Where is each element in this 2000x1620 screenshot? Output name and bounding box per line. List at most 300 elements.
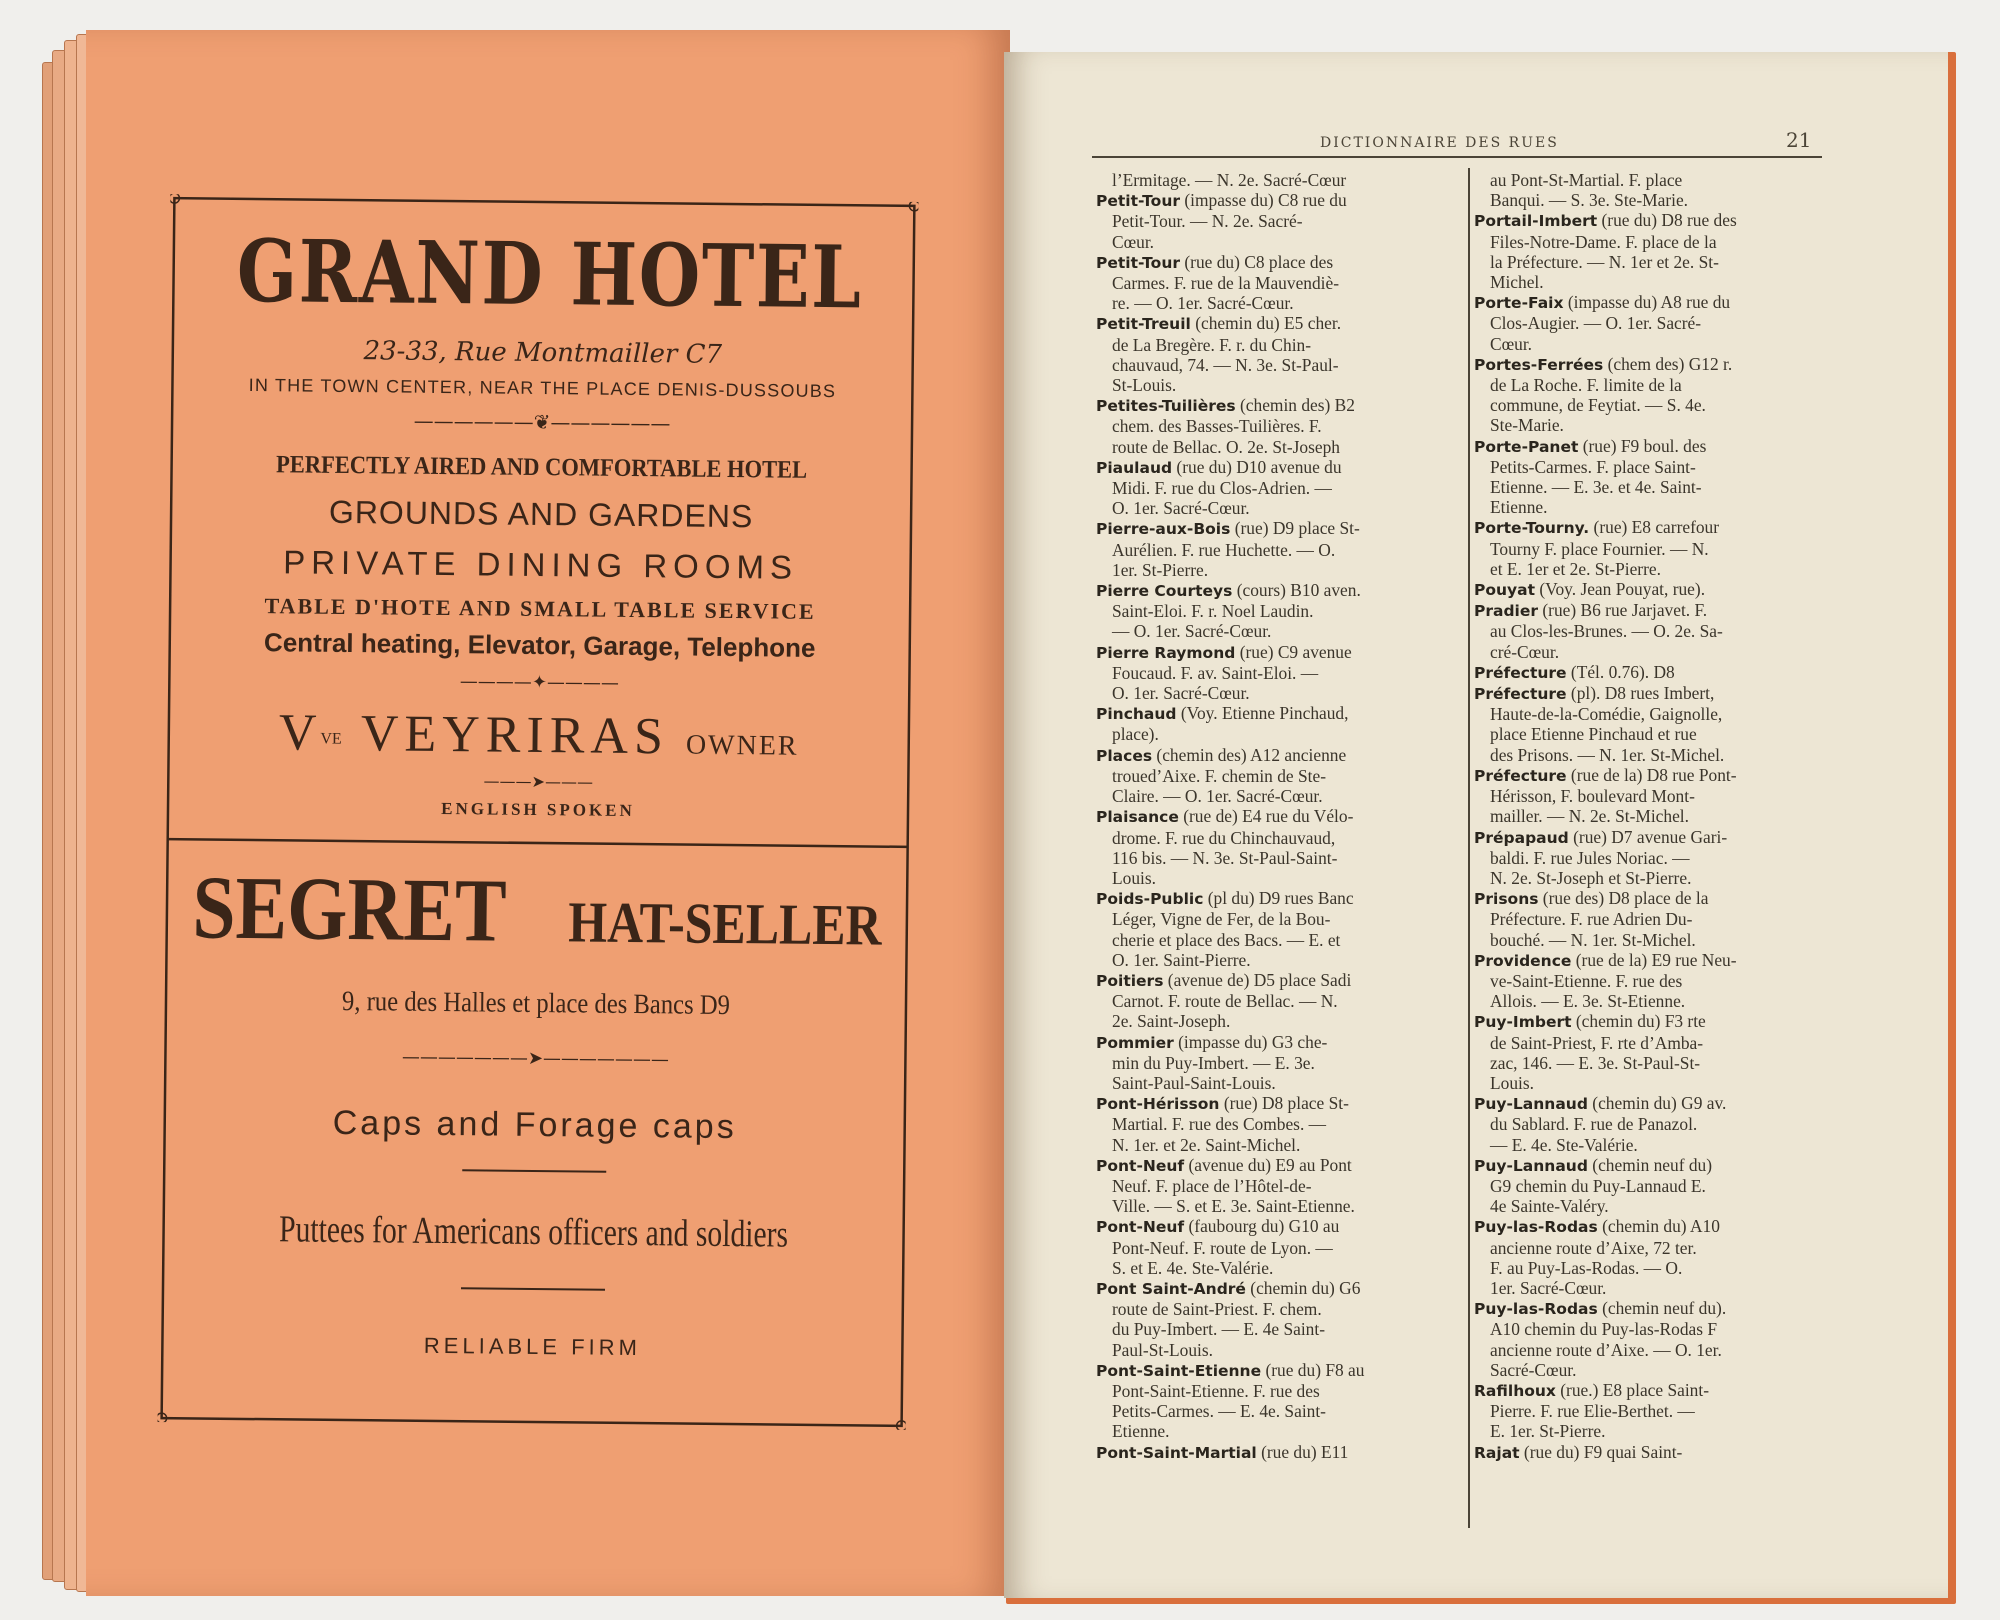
entry-text: et E. 1er et 2e. St-Pierre. [1490, 558, 1661, 579]
dictionary-continuation-line [1096, 1073, 1462, 1093]
entry-text: (rue) E8 carrefour [1589, 517, 1720, 538]
street-headword: Pont Saint-André [1096, 1279, 1246, 1298]
entry-text: baldi. F. rue Jules Noriac. — [1490, 847, 1690, 868]
dictionary-entry-line [1096, 970, 1462, 991]
street-headword: Puy-las-Rodas [1474, 1300, 1598, 1319]
dictionary-entry-line [1096, 888, 1462, 909]
dictionary-continuation-line [1474, 971, 1830, 991]
dictionary-continuation-line [1096, 724, 1462, 744]
street-headword: Pont-Neuf [1096, 1218, 1185, 1237]
dictionary-entry-line [1474, 950, 1830, 971]
dictionary-continuation-line [1474, 1053, 1830, 1073]
dictionary-entry-line [1474, 292, 1830, 313]
entry-text: Saint-Paul-Saint-Louis. [1112, 1072, 1276, 1093]
entry-text: (rue du) C8 place des [1180, 251, 1334, 272]
entry-text: (avenue du) E9 au Pont [1184, 1154, 1352, 1175]
entry-text: (chemin des) A12 ancienne [1152, 744, 1347, 765]
dictionary-continuation-line [1096, 273, 1462, 293]
entry-text: mailler. — N. 2e. St-Michel. [1490, 806, 1689, 827]
dictionary-entry-line [1096, 1032, 1462, 1053]
entry-text: la Préfecture. — N. 1er et 2e. St- [1490, 251, 1719, 272]
entry-text: chauvaud, 74. — N. 3e. St-Paul- [1112, 354, 1339, 375]
entry-text: Sacré-Cœur. [1490, 1359, 1577, 1380]
dictionary-entry-line [1474, 683, 1830, 704]
advertisement-page [86, 30, 1010, 1596]
dictionary-continuation-line [1096, 1381, 1462, 1401]
dictionary-entry-line [1474, 1380, 1830, 1401]
entry-text: (rue) D9 place St- [1230, 518, 1360, 539]
entry-text: Aurélien. F. rue Huchette. — O. [1112, 539, 1336, 560]
dictionary-continuation-line [1096, 1196, 1462, 1216]
street-dictionary-page [1004, 52, 1948, 1598]
hotel-name: GRAND HOTEL [236, 220, 864, 329]
dictionary-continuation-line [1474, 724, 1830, 744]
entry-text: (rue de la) E9 rue Neu- [1571, 949, 1737, 970]
entry-text: (chemin du) A10 [1597, 1216, 1720, 1237]
dictionary-continuation-line [1474, 1258, 1830, 1278]
entry-text: 2e. Saint-Joseph. [1112, 1011, 1231, 1032]
entry-text: 1er. Sacré-Cœur. [1490, 1277, 1607, 1298]
entry-text: Claire. — O. 1er. Sacré-Cœur. [1112, 786, 1323, 807]
entry-text: (Voy. Etienne Pinchaud, [1176, 703, 1349, 724]
entry-text: Pont-Saint-Etienne. F. rue des [1112, 1380, 1320, 1401]
hat-shop-heading [162, 856, 911, 967]
street-headword: Préfecture [1474, 766, 1567, 785]
dictionary-continuation-line [1474, 909, 1830, 929]
dictionary-continuation-line [1096, 828, 1462, 848]
dictionary-continuation-line [1474, 415, 1830, 435]
dictionary-continuation-line [1096, 540, 1462, 560]
dictionary-entry-line [1474, 354, 1830, 375]
dictionary-continuation-line [1096, 1319, 1462, 1339]
dictionary-continuation-line [1474, 232, 1830, 252]
reliable-firm: RELIABLE FIRM [423, 1332, 642, 1361]
entry-text: de La Roche. F. limite de la [1490, 375, 1682, 396]
street-headword: Pinchaud [1096, 705, 1177, 724]
dictionary-continuation-line [1474, 848, 1830, 868]
entry-text: Cœur. [1490, 333, 1533, 354]
dictionary-continuation-line [1474, 1238, 1830, 1258]
entry-text: drome. F. rue du Chinchauvaud, [1112, 827, 1336, 848]
dictionary-continuation-line [1474, 745, 1830, 765]
running-head: DICTIONNAIRE DES RUES [1320, 135, 1559, 151]
entry-text: ancienne route d’Aixe, 72 ter. [1490, 1237, 1697, 1258]
owner-prefix: V [278, 704, 321, 762]
street-headword: Plaisance [1096, 808, 1179, 827]
hat-shop-title: HAT-SELLER [567, 889, 882, 958]
dictionary-continuation-line [1096, 1053, 1462, 1073]
entry-text: zac, 146. — E. 3e. St-Paul-St- [1490, 1052, 1701, 1073]
dictionary-continuation-line [1474, 190, 1830, 210]
street-headword: Pierre Raymond [1096, 643, 1236, 662]
entry-text: (rue du) F8 au [1261, 1359, 1365, 1380]
entry-text: ve-Saint-Etienne. F. rue des [1490, 970, 1683, 991]
dictionary-continuation-line [1474, 313, 1830, 333]
entry-text: G9 chemin du Puy-Lannaud E. [1490, 1175, 1706, 1196]
dictionary-continuation-line [1096, 170, 1462, 190]
dictionary-entry-line [1096, 518, 1462, 539]
dictionary-continuation-line [1474, 272, 1830, 292]
entry-text: Ste-Marie. [1490, 415, 1564, 436]
street-headword: Pierre Courteys [1096, 582, 1233, 601]
entry-text: (rue du) D10 avenue du [1172, 456, 1342, 477]
dictionary-column-right [1474, 170, 1830, 1463]
dictionary-continuation-line [1474, 252, 1830, 272]
dictionary-continuation-line [1096, 232, 1462, 252]
street-headword: Pont-Neuf [1096, 1156, 1185, 1175]
dictionary-continuation-line [1474, 497, 1830, 517]
dictionary-entry-line [1096, 703, 1462, 724]
street-headword: Petites-Tuilières [1096, 397, 1236, 416]
entry-text: (rue.) E8 place Saint- [1555, 1379, 1709, 1400]
entry-text: S. et E. 4e. Ste-Valérie. [1112, 1257, 1274, 1278]
entry-text: (Voy. Jean Pouyat, rue). [1535, 579, 1706, 600]
street-headword: Puy-Imbert [1474, 1013, 1572, 1032]
street-headword: Puy-Lannaud [1474, 1095, 1588, 1114]
feature-line: Central heating, Elevator, Garage, Telephone [263, 627, 816, 663]
street-headword: Préfecture [1474, 685, 1567, 704]
dictionary-continuation-line [1096, 1114, 1462, 1134]
entry-text: Neuf. F. place de l’Hôtel-de- [1112, 1175, 1312, 1196]
column-rule [1468, 168, 1470, 1528]
entry-text: Haute-de-la-Comédie, Gaignolle, [1490, 704, 1723, 725]
entry-text: Banqui. — S. 3e. Ste-Marie. [1490, 190, 1689, 211]
dictionary-entry-line [1474, 888, 1830, 909]
dictionary-continuation-line [1096, 560, 1462, 580]
entry-text: — O. 1er. Sacré-Cœur. [1112, 621, 1272, 642]
entry-text: Etienne. [1490, 497, 1548, 518]
entry-text: Clos-Augier. — O. 1er. Sacré- [1490, 313, 1702, 334]
street-headword: Pouyat [1474, 581, 1536, 600]
dictionary-continuation-line [1096, 683, 1462, 703]
entry-text: (rue de la) D8 rue Pont- [1566, 764, 1737, 785]
entry-text: au Pont-St-Martial. F. place [1490, 170, 1683, 190]
entry-text: Paul-St-Louis. [1112, 1339, 1213, 1360]
dictionary-entry-line [1474, 517, 1830, 538]
ornament-divider: ——————❦—————— [413, 408, 671, 436]
dictionary-entry-line [1474, 765, 1830, 786]
dictionary-continuation-line [1474, 806, 1830, 826]
entry-text: O. 1er. Saint-Pierre. [1112, 949, 1251, 970]
dictionary-continuation-line [1096, 498, 1462, 518]
dictionary-continuation-line [1474, 1196, 1830, 1216]
entry-text: (rue) F9 boul. des [1578, 435, 1707, 456]
entry-text: (rue) D8 place St- [1219, 1093, 1349, 1114]
street-headword: Pont-Saint-Martial [1096, 1443, 1257, 1462]
entry-text: du Sablard. F. rue de Panazol. [1490, 1114, 1698, 1135]
dictionary-continuation-line [1474, 1073, 1830, 1093]
entry-text: (chemin neuf du) [1587, 1154, 1713, 1175]
entry-text: place). [1112, 724, 1159, 745]
entry-text: (rue du) F9 quai Saint- [1519, 1441, 1683, 1462]
entry-text: min du Puy-Imbert. — E. 3e. [1112, 1052, 1315, 1073]
feature-line: PRIVATE DINING ROOMS [283, 543, 799, 586]
dictionary-continuation-line [1096, 766, 1462, 786]
street-headword: Puy-las-Rodas [1474, 1218, 1598, 1237]
dictionary-entry-line [1096, 190, 1462, 211]
street-headword: Poitiers [1096, 971, 1164, 990]
dictionary-entry-line [1096, 642, 1462, 663]
dictionary-continuation-line [1096, 1238, 1462, 1258]
product-puttees: Puttees for Americans officers and soldiers [278, 1208, 789, 1256]
dictionary-entry-line [1096, 1155, 1462, 1176]
entry-text: de Saint-Priest, F. rte d’Amba- [1490, 1032, 1704, 1053]
entry-text: Tourny F. place Fournier. — N. [1490, 538, 1709, 559]
dictionary-continuation-line [1474, 1114, 1830, 1134]
ornament-divider: ————✦———— [459, 671, 620, 694]
page-number: 21 [1786, 128, 1812, 152]
entry-text: (impasse du) G3 che- [1173, 1031, 1328, 1052]
entry-text: troued’Aixe. F. chemin de Ste- [1112, 765, 1327, 786]
entry-text: ancienne route d’Aixe. — O. 1er. [1490, 1339, 1722, 1360]
feature-line: GROUNDS AND GARDENS [328, 493, 754, 535]
dictionary-continuation-line [1474, 539, 1830, 559]
entry-text: O. 1er. Sacré-Cœur. [1112, 498, 1250, 519]
english-spoken: ENGLISH SPOKEN [441, 798, 635, 821]
dictionary-continuation-line [1474, 621, 1830, 641]
entry-text: Petit-Tour. — N. 2e. Sacré- [1112, 211, 1303, 232]
entry-text: Martial. F. rue des Combes. — [1112, 1114, 1327, 1135]
dictionary-entry-line [1096, 395, 1462, 416]
dictionary-entry-line [1096, 1093, 1462, 1114]
entry-text: (chemin du) G9 av. [1587, 1093, 1727, 1114]
dictionary-entry-line [1474, 1155, 1830, 1176]
entry-text: (faubourg du) G10 au [1184, 1216, 1340, 1237]
dictionary-continuation-line [1474, 477, 1830, 497]
street-headword: Portail-Imbert [1474, 212, 1598, 231]
dictionary-continuation-line [1096, 909, 1462, 929]
street-headword: Rafilhoux [1474, 1381, 1556, 1400]
dictionary-entry-line [1474, 579, 1830, 600]
dictionary-continuation-line [1474, 334, 1830, 354]
dictionary-continuation-line [1096, 786, 1462, 806]
dictionary-continuation-line [1474, 395, 1830, 415]
street-headword: Puy-Lannaud [1474, 1156, 1588, 1175]
entry-text: (rue de) E4 rue du Vélo- [1178, 806, 1354, 827]
entry-text: F. au Puy-Las-Rodas. — O. [1490, 1257, 1683, 1278]
entry-text: Pont-Neuf. F. route de Lyon. — [1112, 1237, 1333, 1258]
street-headword: Places [1096, 746, 1153, 765]
street-headword: Prisons [1474, 890, 1539, 909]
entry-text: Cœur. [1112, 231, 1155, 252]
entry-text: (chemin du) G6 [1245, 1277, 1361, 1298]
dictionary-entry-line [1474, 1093, 1830, 1114]
entry-text: route de Saint-Priest. F. chem. [1112, 1299, 1322, 1320]
dictionary-continuation-line [1096, 1299, 1462, 1319]
entry-text: Allois. — E. 3e. St-Etienne. [1490, 991, 1686, 1012]
dictionary-continuation-line [1096, 293, 1462, 313]
dictionary-entry-line [1474, 1442, 1830, 1463]
entry-text: route de Bellac. O. 2e. St-Joseph [1112, 436, 1340, 457]
entry-text: Carnot. F. route de Bellac. — N. [1112, 991, 1338, 1012]
dictionary-continuation-line [1474, 375, 1830, 395]
street-headword: Providence [1474, 951, 1572, 970]
entry-text: (chemin du) E5 cher. [1190, 313, 1342, 334]
dictionary-entry-line [1096, 1278, 1462, 1299]
dictionary-continuation-line [1474, 170, 1830, 190]
entry-text: Hérisson, F. boulevard Mont- [1490, 786, 1695, 807]
entry-text: re. — O. 1er. Sacré-Cœur. [1112, 293, 1294, 314]
street-headword: Piaulaud [1096, 458, 1173, 477]
owner-title: OWNER [685, 729, 799, 762]
dictionary-entry-line [1474, 600, 1830, 621]
entry-text: bouché. — N. 1er. St-Michel. [1490, 929, 1696, 950]
dictionary-entry-line [1096, 1216, 1462, 1237]
dictionary-continuation-line [1096, 437, 1462, 457]
entry-text: Petits-Carmes. F. place Saint- [1490, 456, 1696, 477]
feature-line: TABLE D'HOTE AND SMALL TABLE SERVICE [264, 593, 816, 624]
entry-text: — E. 4e. Ste-Valérie. [1490, 1134, 1638, 1155]
dictionary-continuation-line [1096, 335, 1462, 355]
dictionary-continuation-line [1474, 457, 1830, 477]
dictionary-entry-line [1096, 1442, 1462, 1463]
header-rule [1092, 156, 1822, 158]
dictionary-continuation-line [1474, 1278, 1830, 1298]
dictionary-continuation-line [1096, 848, 1462, 868]
dictionary-entry-line [1096, 1360, 1462, 1381]
feature-line: PERFECTLY AIRED AND COMFORTABLE HOTEL [275, 451, 808, 484]
dictionary-continuation-line [1096, 1340, 1462, 1360]
entry-text: (impasse du) A8 rue du [1563, 292, 1731, 313]
entry-text: (avenue de) D5 place Sadi [1163, 969, 1352, 990]
dictionary-continuation-line [1474, 1319, 1830, 1339]
dictionary-continuation-line [1474, 642, 1830, 662]
dictionary-entry-line [1096, 580, 1462, 601]
ornament-divider: ———➤——— [483, 771, 594, 792]
street-headword: Porte-Tourny. [1474, 519, 1590, 538]
product-caps: Caps and Forage caps [332, 1103, 737, 1147]
dictionary-continuation-line [1096, 211, 1462, 231]
entry-text: Ville. — S. et E. 3e. Saint-Etienne. [1112, 1196, 1355, 1217]
entry-text: (pl du) D9 rues Banc [1203, 888, 1354, 909]
entry-text: N. 2e. St-Joseph et St-Pierre. [1490, 867, 1692, 888]
entry-text: (rue) D7 avenue Gari- [1568, 826, 1728, 847]
entry-text: (rue du) D8 rue des [1597, 210, 1737, 231]
entry-text: 1er. St-Pierre. [1112, 559, 1209, 580]
entry-text: (rue du) E11 [1256, 1441, 1349, 1462]
hat-shop-name: SEGRET [191, 858, 507, 961]
entry-text: E. 1er. St-Pierre. [1490, 1421, 1606, 1442]
dictionary-continuation-line [1096, 1258, 1462, 1278]
dictionary-entry-line [1474, 1216, 1830, 1237]
entry-text: Midi. F. rue du Clos-Adrien. — [1112, 478, 1332, 499]
entry-text: Michel. [1490, 272, 1544, 293]
entry-text: cherie et place des Bacs. — E. et [1112, 929, 1341, 950]
entry-text: A10 chemin du Puy-las-Rodas F [1490, 1319, 1718, 1340]
entry-text: (chemin neuf du). [1597, 1298, 1727, 1319]
street-headword: Pont-Hérisson [1096, 1095, 1220, 1114]
entry-text: (pl). D8 rues Imbert, [1566, 683, 1715, 704]
entry-text: 4e Sainte-Valéry. [1490, 1196, 1609, 1217]
entry-text: Léger, Vigne de Fer, de la Bou- [1112, 909, 1331, 930]
dictionary-continuation-line [1096, 991, 1462, 1011]
dictionary-entry-line [1096, 457, 1462, 478]
entry-text: (rue) B6 rue Jarjavet. F. [1538, 600, 1708, 621]
entry-text: (chemin du) F3 rte [1571, 1011, 1706, 1032]
entry-text: (chem des) G12 r. [1603, 353, 1733, 374]
dictionary-continuation-line [1096, 1011, 1462, 1031]
entry-text: (rue des) D8 place de la [1538, 888, 1709, 909]
dictionary-continuation-line [1096, 375, 1462, 395]
owner-name: VEYRIRAS [360, 705, 670, 766]
dictionary-continuation-line [1474, 991, 1830, 1011]
entry-text: (rue) C9 avenue [1235, 641, 1352, 662]
dictionary-continuation-line [1096, 416, 1462, 436]
dictionary-continuation-line [1474, 786, 1830, 806]
dictionary-continuation-line [1474, 1401, 1830, 1421]
dictionary-entry-line [1474, 436, 1830, 457]
entry-text: (Tél. 0.76). D8 [1566, 661, 1675, 682]
dictionary-continuation-line [1096, 478, 1462, 498]
dictionary-column-left [1096, 170, 1462, 1463]
dictionary-continuation-line [1096, 1135, 1462, 1155]
entry-text: (chemin des) B2 [1235, 395, 1355, 416]
street-headword: Rajat [1474, 1443, 1520, 1462]
dictionary-continuation-line [1474, 1033, 1830, 1053]
dictionary-continuation-line [1096, 868, 1462, 888]
dictionary-continuation-line [1474, 1340, 1830, 1360]
dictionary-entry-line [1096, 745, 1462, 766]
dictionary-continuation-line [1096, 601, 1462, 621]
dictionary-entry-line [1474, 662, 1830, 683]
entry-text: Carmes. F. rue de la Mauvendiè- [1112, 273, 1340, 294]
entry-text: N. 1er. et 2e. Saint-Michel. [1112, 1134, 1301, 1155]
entry-text: du Puy-Imbert. — E. 4e Saint- [1112, 1319, 1326, 1340]
dictionary-entry-line [1474, 1011, 1830, 1032]
entry-text: Etienne. — E. 3e. et 4e. Saint- [1490, 477, 1702, 498]
owner-prefix-sup: VE [320, 730, 342, 748]
entry-text: place Etienne Pinchaud et rue [1490, 724, 1697, 745]
dictionary-continuation-line [1474, 559, 1830, 579]
dictionary-entry-line [1474, 1298, 1830, 1319]
street-headword: Petit-Treuil [1096, 315, 1191, 334]
entry-text: l’Ermitage. — N. 2e. Sacré-Cœur [1112, 170, 1347, 190]
dictionary-continuation-line [1474, 1421, 1830, 1441]
hotel-address: 23-33, Rue Montmailler C7 [363, 336, 723, 370]
dictionary-continuation-line [1096, 1421, 1462, 1441]
street-headword: Portes-Ferrées [1474, 355, 1604, 374]
street-headword: Pierre-aux-Bois [1096, 520, 1231, 539]
entry-text: St-Louis. [1112, 375, 1177, 396]
street-headword: Porte-Faix [1474, 294, 1564, 313]
advertisement-frame [158, 194, 919, 1430]
street-headword: Pommier [1096, 1033, 1174, 1052]
entry-text: Etienne. [1112, 1421, 1170, 1442]
entry-text: Files-Notre-Dame. F. place de la [1490, 231, 1717, 252]
entry-text: Petits-Carmes. — E. 4e. Saint- [1112, 1401, 1326, 1422]
dictionary-continuation-line [1096, 930, 1462, 950]
entry-text: Louis. [1112, 867, 1156, 888]
dictionary-continuation-line [1474, 1135, 1830, 1155]
street-headword: Petit-Tour [1096, 192, 1181, 211]
dictionary-continuation-line [1096, 1176, 1462, 1196]
street-headword: Préfecture [1474, 663, 1567, 682]
dictionary-continuation-line [1474, 930, 1830, 950]
dictionary-entry-line [1474, 827, 1830, 848]
entry-text: commune, de Feytiat. — S. 4e. [1490, 395, 1706, 416]
street-headword: Prépapaud [1474, 828, 1569, 847]
entry-text: au Clos-les-Brunes. — O. 2e. Sa- [1490, 621, 1723, 642]
dictionary-entry-line [1096, 806, 1462, 827]
dictionary-continuation-line [1474, 868, 1830, 888]
hotel-location: IN THE TOWN CENTER, NEAR THE PLACE DENIS-DUSSOUBS [248, 374, 837, 402]
dictionary-continuation-line [1096, 950, 1462, 970]
street-headword: Pont-Saint-Etienne [1096, 1361, 1262, 1380]
hat-shop-address: 9, rue des Halles et place des Bancs D9 [341, 985, 731, 1022]
entry-text: (cours) B10 aven. [1232, 580, 1361, 601]
entry-text: des Prisons. — N. 1er. St-Michel. [1490, 744, 1725, 765]
entry-text: (impasse du) C8 rue du [1180, 190, 1347, 211]
